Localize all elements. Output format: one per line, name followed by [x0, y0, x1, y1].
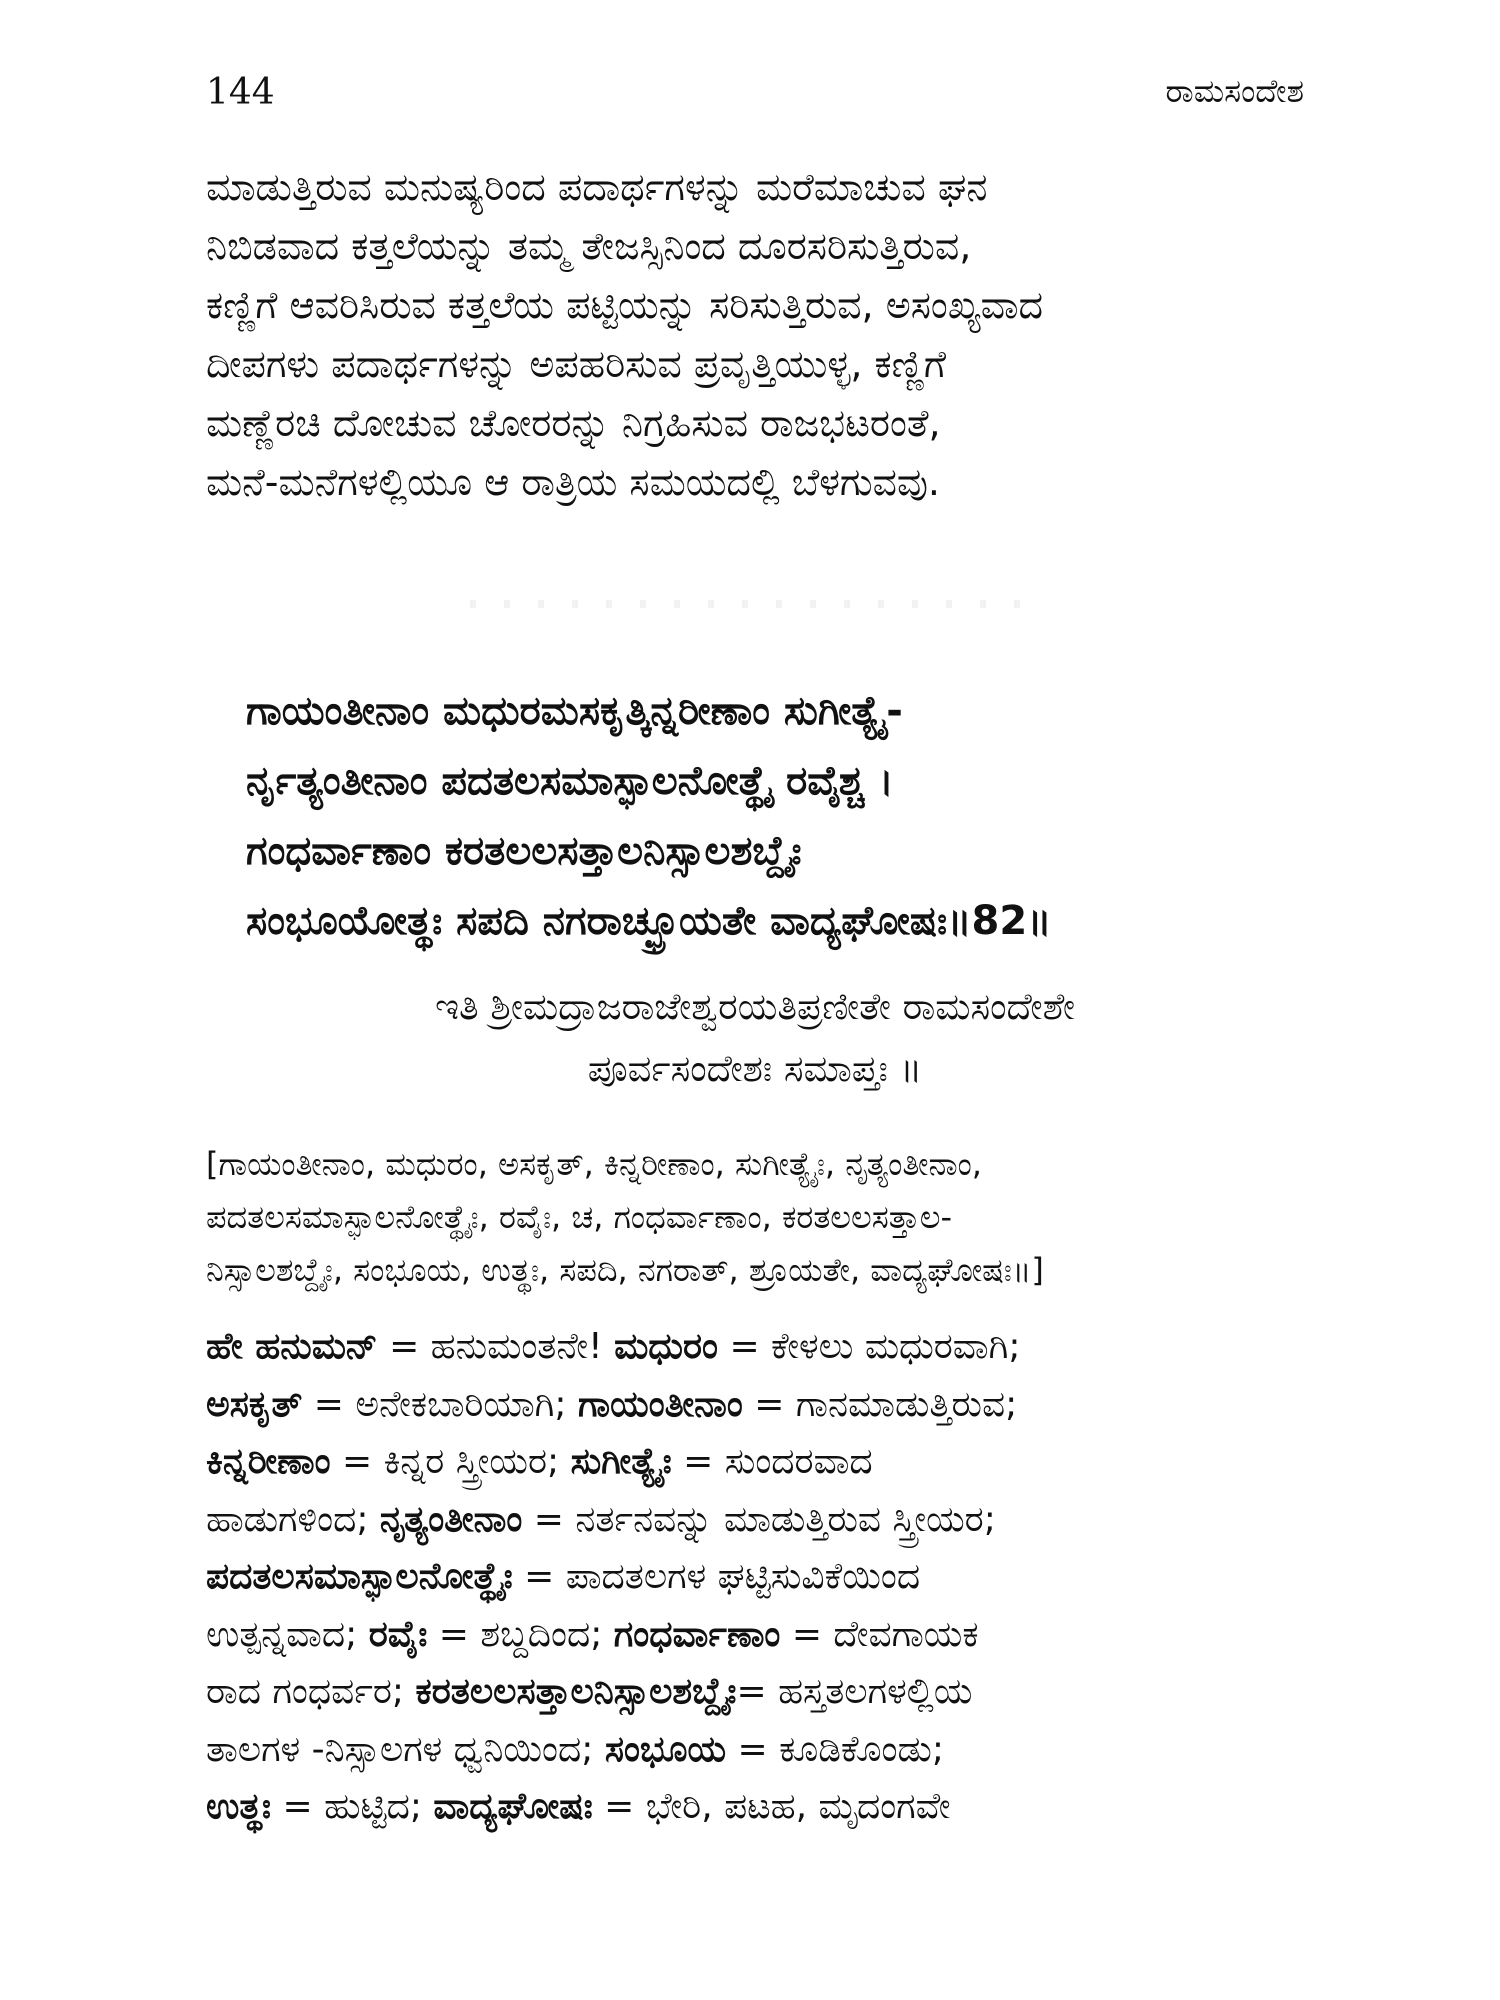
gloss-meaning: = ನರ್ತನವನ್ನು ಮಾಡುತ್ತಿರುವ ಸ್ತ್ರೀಯರ;	[522, 1498, 996, 1540]
gloss-headword: ಪದತಲಸಮಾಸ್ಫಾಲನೋತ್ಥೈಃ	[206, 1556, 513, 1597]
word-split-line: ಪದತಲಸಮಾಸ್ಫಾಲನೋತ್ಥೈಃ, ರವೈಃ, ಚ, ಗಂಧರ್ವಾಣಾಂ, ಕರತಲಲಸತ್ತಾಲ-	[206, 1198, 953, 1236]
colophon-line: ಪೂರ್ವಸಂದೇಶಃ ಸಮಾಪ್ತಃ ॥	[587, 1047, 923, 1090]
gloss-line	[206, 1433, 1304, 1491]
page-number: 144	[206, 72, 275, 113]
gloss-headword: ರವೈಃ	[368, 1613, 428, 1655]
gloss-meaning: = ಅನೇಕಬಾರಿಯಾಗಿ;	[302, 1383, 578, 1425]
colophon-line: ಇತಿ ಶ್ರೀಮದ್ರಾಜರಾಜೇಶ್ವರಯತಿಪ್ರಣೀತೇ ರಾಮಸಂದೇಶೇ	[435, 985, 1075, 1028]
text-line: ಮಣ್ಣೆರಚಿ ದೋಚುವ ಚೋರರನ್ನು ನಿಗ್ರಹಿಸುವ ರಾಜಭಟರಂತೆ,	[206, 401, 941, 445]
gloss-meaning: = ದೇವಗಾಯಕ	[780, 1613, 979, 1655]
gloss-line	[206, 1606, 1304, 1664]
gloss-line	[206, 1721, 1304, 1779]
gloss-meaning: ರಾದ ಗಂಧರ್ವರ;	[206, 1671, 416, 1712]
gloss-headword: ಕಿನ್ನರೀಣಾಂ	[206, 1441, 331, 1482]
gloss-headword: ಉತ್ಥಃ	[206, 1786, 272, 1827]
gloss-headword: ಅಸಕೃತ್	[206, 1383, 303, 1425]
gloss-meaning: ತಾಲಗಳ -ನಿಸ್ಸಾಲಗಳ ಧ್ವನಿಯಿಂದ;	[206, 1728, 605, 1770]
text-line: ಮಾಡುತ್ತಿರುವ ಮನುಷ್ಯರಿಂದ ಪದಾರ್ಥಗಳನ್ನು ಮರೆಮಾಚುವ ಘನ	[206, 165, 988, 209]
gloss-headword: ಹೇ ಹನುಮನ್	[206, 1326, 378, 1367]
gloss-meaning: = ಹುಟ್ಟಿದ;	[271, 1786, 434, 1827]
gloss-headword: ಕರತಲಲಸತ್ತಾಲನಿಸ್ಸಾಲಶಬ್ದೈಃ	[415, 1671, 737, 1712]
verse-line: ಸಂಭೂಯೋತ್ಥಃ ಸಪದಿ ನಗರಾಚ್ಛ್ರೂಯತೇ ವಾದ್ಯಘೋಷಃ॥82॥	[246, 898, 1052, 944]
gloss-headword: ಸಂಭೂಯ	[604, 1728, 727, 1770]
verse-line: ಗಂಧರ್ವಾಣಾಂ ಕರತಲಲಸತ್ತಾಲನಿಸ್ಸಾಲಶಬ್ದೈಃ	[246, 828, 802, 874]
gloss-meaning: = ಭೇರಿ, ಪಟಹ, ಮೃದಂಗವೇ	[592, 1786, 951, 1827]
gloss-meaning: = ಶಬ್ದದಿಂದ;	[427, 1613, 614, 1655]
verse-line: ಗಾಯಂತೀನಾಂ ಮಧುರಮಸಕೃತ್ಕಿನ್ನರೀಣಾಂ ಸುಗೀತ್ಯೈ-	[246, 688, 903, 734]
text-line: ಮನೆ-ಮನೆಗಳಲ್ಲಿಯೂ ಆ ರಾತ್ರಿಯ ಸಮಯದಲ್ಲಿ ಬೆಳಗುವವು.	[206, 460, 940, 504]
word-split-list	[206, 1138, 1304, 1297]
gloss-line	[206, 1318, 1304, 1376]
running-title: ರಾಮಸಂದೇಶ	[1165, 72, 1304, 110]
gloss-meaning: = ಕೂಡಿಕೊಂಡು;	[726, 1728, 944, 1770]
word-split-line: [ಗಾಯಂತೀನಾಂ, ಮಧುರಂ, ಅಸಕೃತ್, ಕಿನ್ನರೀಣಾಂ, ಸುಗೀತ್ಯೈಃ, ನೃತ್ಯಂತೀನಾಂ,	[206, 1145, 982, 1183]
gloss-headword: ವಾದ್ಯಘೋಷಃ	[433, 1786, 593, 1827]
gloss-meaning: = ಹಸ್ತತಲಗಳಲ್ಲಿಯ	[736, 1671, 973, 1712]
gloss-meaning: = ಕೇಳಲು ಮಧುರವಾಗಿ;	[718, 1326, 1021, 1367]
gloss-meaning: = ಗಾನಮಾಡುತ್ತಿರುವ;	[742, 1383, 1018, 1425]
text-line: ದೀಪಗಳು ಪದಾರ್ಥಗಳನ್ನು ಅಪಹರಿಸುವ ಪ್ರವೃತ್ತಿಯುಳ್ಳ, ಕಣ್ಣಿಗೆ	[206, 342, 946, 386]
word-split-line: ನಿಸ್ಸಾಲಶಬ್ದೈಃ, ಸಂಭೂಯ, ಉತ್ಥಃ, ಸಪದಿ, ನಗರಾತ್, ಶ್ರೂಯತೇ, ವಾದ್ಯಘೋಷಃ॥]	[206, 1251, 1044, 1289]
page-header	[206, 72, 1304, 122]
colophon	[206, 976, 1304, 1100]
word-meanings	[206, 1318, 1304, 1836]
gloss-line	[206, 1376, 1304, 1434]
text-line: ಕಣ್ಣಿಗೆ ಆವರಿಸಿರುವ ಕತ್ತಲೆಯ ಪಟ್ಟಿಯನ್ನು ಸರಿಸುತ್ತಿರುವ, ಅಸಂಖ್ಯವಾದ	[206, 283, 1044, 327]
gloss-line	[206, 1778, 1304, 1836]
gloss-line	[206, 1491, 1304, 1549]
gloss-line	[206, 1548, 1304, 1606]
gloss-meaning: ಉತ್ಪನ್ನವಾದ;	[206, 1613, 369, 1655]
gloss-line	[206, 1663, 1304, 1721]
gloss-meaning: = ಕಿನ್ನರ ಸ್ತ್ರೀಯರ;	[330, 1441, 571, 1482]
gloss-headword: ಗಂಧರ್ವಾಣಾಂ	[613, 1613, 781, 1655]
gloss-headword: ನೃತ್ಯಂತೀನಾಂ	[379, 1498, 523, 1540]
gloss-headword: ಸುಗೀತ್ಯೈಃ	[570, 1441, 672, 1482]
gloss-meaning: = ಹನುಮಂತನೇ!	[377, 1326, 615, 1367]
gloss-headword: ಮಧುರಂ	[614, 1326, 718, 1367]
gloss-meaning: = ಪಾದತಲಗಳ ಘಟ್ಟಿಸುವಿಕೆಯಿಂದ	[512, 1556, 921, 1597]
text-line: ನಿಬಿಡವಾದ ಕತ್ತಲೆಯನ್ನು ತಮ್ಮ ತೇಜಸ್ಸಿನಿಂದ ದೂರಸರಿಸುತ್ತಿರುವ,	[206, 224, 972, 268]
gloss-headword: ಗಾಯಂತೀನಾಂ	[577, 1383, 743, 1425]
gloss-meaning: ಹಾಡುಗಳಿಂದ;	[206, 1498, 380, 1540]
verse-line: ರ್ನೃತ್ಯಂತೀನಾಂ ಪದತಲಸಮಾಸ್ಫಾಲನೋತ್ಥೈ ರವೈಶ್ಚ ।	[246, 758, 894, 804]
prose-paragraph	[206, 158, 1304, 512]
sanskrit-verse	[246, 676, 1306, 956]
faint-show-through-marks	[470, 600, 1030, 608]
gloss-meaning: = ಸುಂದರವಾದ	[671, 1441, 873, 1482]
